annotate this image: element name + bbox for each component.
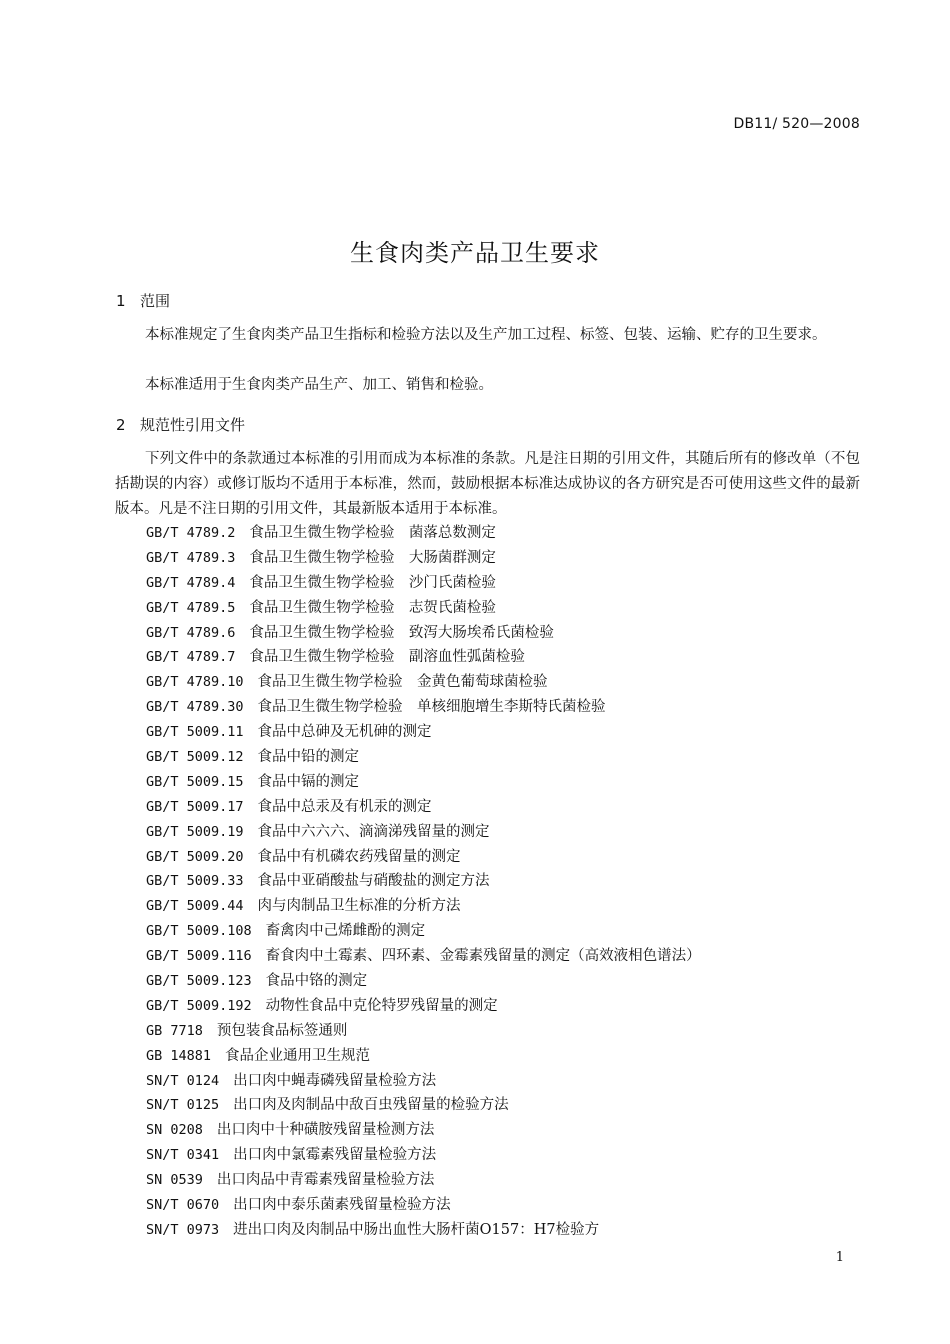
- page-number: 1: [835, 1250, 844, 1265]
- section-heading-scope: [116, 290, 170, 311]
- reference-title: 出口肉中氯霉素残留量检验方法: [233, 1147, 437, 1164]
- reference-code: GB/T 4789.10: [146, 674, 244, 691]
- reference-title: 食品卫生微生物学检验 菌落总数测定: [249, 525, 496, 541]
- section-title: 范围: [140, 292, 171, 310]
- reference-item: [146, 820, 701, 845]
- reference-code: GB/T 5009.15: [146, 773, 244, 790]
- reference-title: 进出口肉及肉制品中肠出血性大肠杆菌O157：H7检验方: [233, 1221, 600, 1238]
- reference-title: 出口肉中蝇毒磷残留量检验方法: [233, 1072, 437, 1089]
- reference-title: 食品企业通用卫生规范: [225, 1047, 371, 1064]
- paragraph: 本标准规定了生食肉类产品卫生指标和检验方法以及生产加工过程、标签、包装、运输、贮存的卫生要求。: [145, 327, 827, 343]
- section-title: 规范性引用文件: [140, 416, 246, 434]
- reference-item: [146, 994, 701, 1019]
- reference-item: [146, 1193, 701, 1218]
- reference-code: SN/T 0973: [146, 1221, 220, 1238]
- reference-item: [146, 969, 701, 994]
- reference-code: GB/T 5009.123: [146, 973, 252, 990]
- reference-item: [146, 1118, 701, 1143]
- reference-item: [146, 720, 701, 745]
- reference-title: 食品卫生微生物学检验 志贺氏菌检验: [249, 599, 496, 616]
- reference-item: [146, 1069, 701, 1094]
- reference-item: [146, 571, 701, 596]
- reference-code: GB/T 4789.7: [146, 649, 236, 666]
- reference-title: 食品卫生微生物学检验 致泻大肠埃希氏菌检验: [249, 624, 554, 641]
- reference-code: GB 7718: [146, 1022, 203, 1039]
- reference-code: SN 0208: [146, 1122, 203, 1139]
- reference-code: SN/T 0341: [146, 1147, 220, 1164]
- reference-title: 肉与肉制品卫生标准的分析方法: [257, 898, 461, 915]
- reference-item: [146, 645, 701, 670]
- reference-title: 食品中亚硝酸盐与硝酸盐的测定方法: [257, 873, 490, 890]
- reference-title: 食品卫生微生物学检验 金黄色葡萄球菌检验: [257, 674, 548, 691]
- reference-code: GB/T 5009.44: [146, 898, 244, 915]
- reference-item: [146, 795, 701, 820]
- reference-item: [146, 621, 701, 646]
- paragraph: 下列文件中的条款通过本标准的引用而成为本标准的条款。凡是注日期的引用文件，其随后所有的修改单（不包括勘误的内容）或修订版均不适用于本标准，然而，鼓励根据本标准达成协议的各方研究是否可使用这些文件的最新版本。凡是不注日期的引用文件，其最新版本适用于本标准。: [115, 451, 860, 517]
- reference-title: 畜食肉中土霉素、四环素、金霉素残留量的测定（高效液相色谱法）: [265, 948, 701, 965]
- reference-title: 出口肉中泰乐菌素残留量检验方法: [233, 1197, 451, 1214]
- reference-code: GB/T 4789.5: [146, 599, 236, 616]
- reference-code: SN/T 0670: [146, 1197, 220, 1214]
- reference-item: [146, 745, 701, 770]
- reference-item: [146, 944, 701, 969]
- reference-item: [146, 869, 701, 894]
- reference-code: GB/T 5009.12: [146, 749, 244, 766]
- reference-code: GB/T 5009.192: [146, 997, 252, 1014]
- reference-code: GB/T 4789.4: [146, 574, 236, 591]
- reference-item: [146, 670, 701, 695]
- reference-title: 食品卫生微生物学检验 单核细胞增生李斯特氏菌检验: [257, 699, 606, 716]
- reference-item: [146, 894, 701, 919]
- reference-code: GB/T 5009.20: [146, 848, 244, 865]
- reference-title: 食品中铬的测定: [265, 973, 368, 990]
- reference-code: GB/T 5009.11: [146, 724, 244, 741]
- reference-item: [146, 1143, 701, 1168]
- reference-code: SN/T 0124: [146, 1072, 220, 1089]
- reference-title: 食品中总砷及无机砷的测定: [257, 724, 432, 741]
- reference-item: [146, 695, 701, 720]
- reference-item: [146, 1218, 701, 1243]
- reference-code: GB/T 5009.19: [146, 823, 244, 840]
- reference-item: [146, 1093, 701, 1118]
- reference-title: 出口肉中十种磺胺残留量检测方法: [216, 1122, 435, 1139]
- reference-item: [146, 845, 701, 870]
- reference-code: SN 0539: [146, 1172, 203, 1189]
- reference-list: [146, 521, 701, 1243]
- reference-title: 出口肉及肉制品中敌百虫残留量的检验方法: [233, 1097, 509, 1114]
- reference-title: 食品中六六六、滴滴涕残留量的测定: [257, 823, 490, 840]
- reference-item: [146, 521, 701, 546]
- document-title: 生食肉类产品卫生要求: [350, 239, 600, 268]
- reference-code: GB 14881: [146, 1047, 212, 1064]
- reference-code: SN/T 0125: [146, 1097, 220, 1114]
- document-code: DB11/ 520—2008: [733, 116, 860, 132]
- reference-item: [146, 919, 701, 944]
- reference-title: 食品卫生微生物学检验 副溶血性弧菌检验: [249, 649, 525, 666]
- reference-code: GB/T 5009.116: [146, 948, 252, 965]
- reference-title: 食品中铅的测定: [257, 749, 360, 766]
- reference-code: GB/T 4789.6: [146, 624, 236, 641]
- reference-title: 食品中镉的测定: [257, 773, 360, 790]
- reference-title: 食品中有机磷农药残留量的测定: [257, 848, 461, 865]
- reference-item: [146, 770, 701, 795]
- reference-item: [146, 596, 701, 621]
- reference-title: 预包装食品标签通则: [216, 1022, 348, 1039]
- reference-item: [146, 1019, 701, 1044]
- reference-code: GB/T 4789.3: [146, 549, 236, 566]
- reference-item: [146, 1044, 701, 1069]
- reference-code: GB/T 5009.33: [146, 873, 244, 890]
- reference-title: 动物性食品中克伦特罗残留量的测定: [265, 997, 498, 1014]
- reference-code: GB/T 5009.17: [146, 798, 244, 815]
- reference-item: [146, 1168, 701, 1193]
- reference-title: 食品中总汞及有机汞的测定: [257, 798, 432, 815]
- reference-code: GB/T 5009.108: [146, 923, 252, 940]
- reference-code: GB/T 4789.30: [146, 699, 244, 716]
- reference-title: 畜禽肉中己烯雌酚的测定: [265, 923, 426, 940]
- paragraph: 本标准适用于生食肉类产品生产、加工、销售和检验。: [145, 377, 493, 393]
- reference-title: 出口肉品中青霉素残留量检验方法: [216, 1172, 435, 1189]
- reference-code: GB/T 4789.2: [146, 525, 236, 541]
- section-number: 2: [116, 416, 126, 434]
- section-number: 1: [116, 292, 126, 310]
- reference-title: 食品卫生微生物学检验 沙门氏菌检验: [249, 574, 496, 591]
- reference-title: 食品卫生微生物学检验 大肠菌群测定: [249, 549, 496, 566]
- section-heading-normative-references: [116, 414, 245, 435]
- reference-item: [146, 546, 701, 571]
